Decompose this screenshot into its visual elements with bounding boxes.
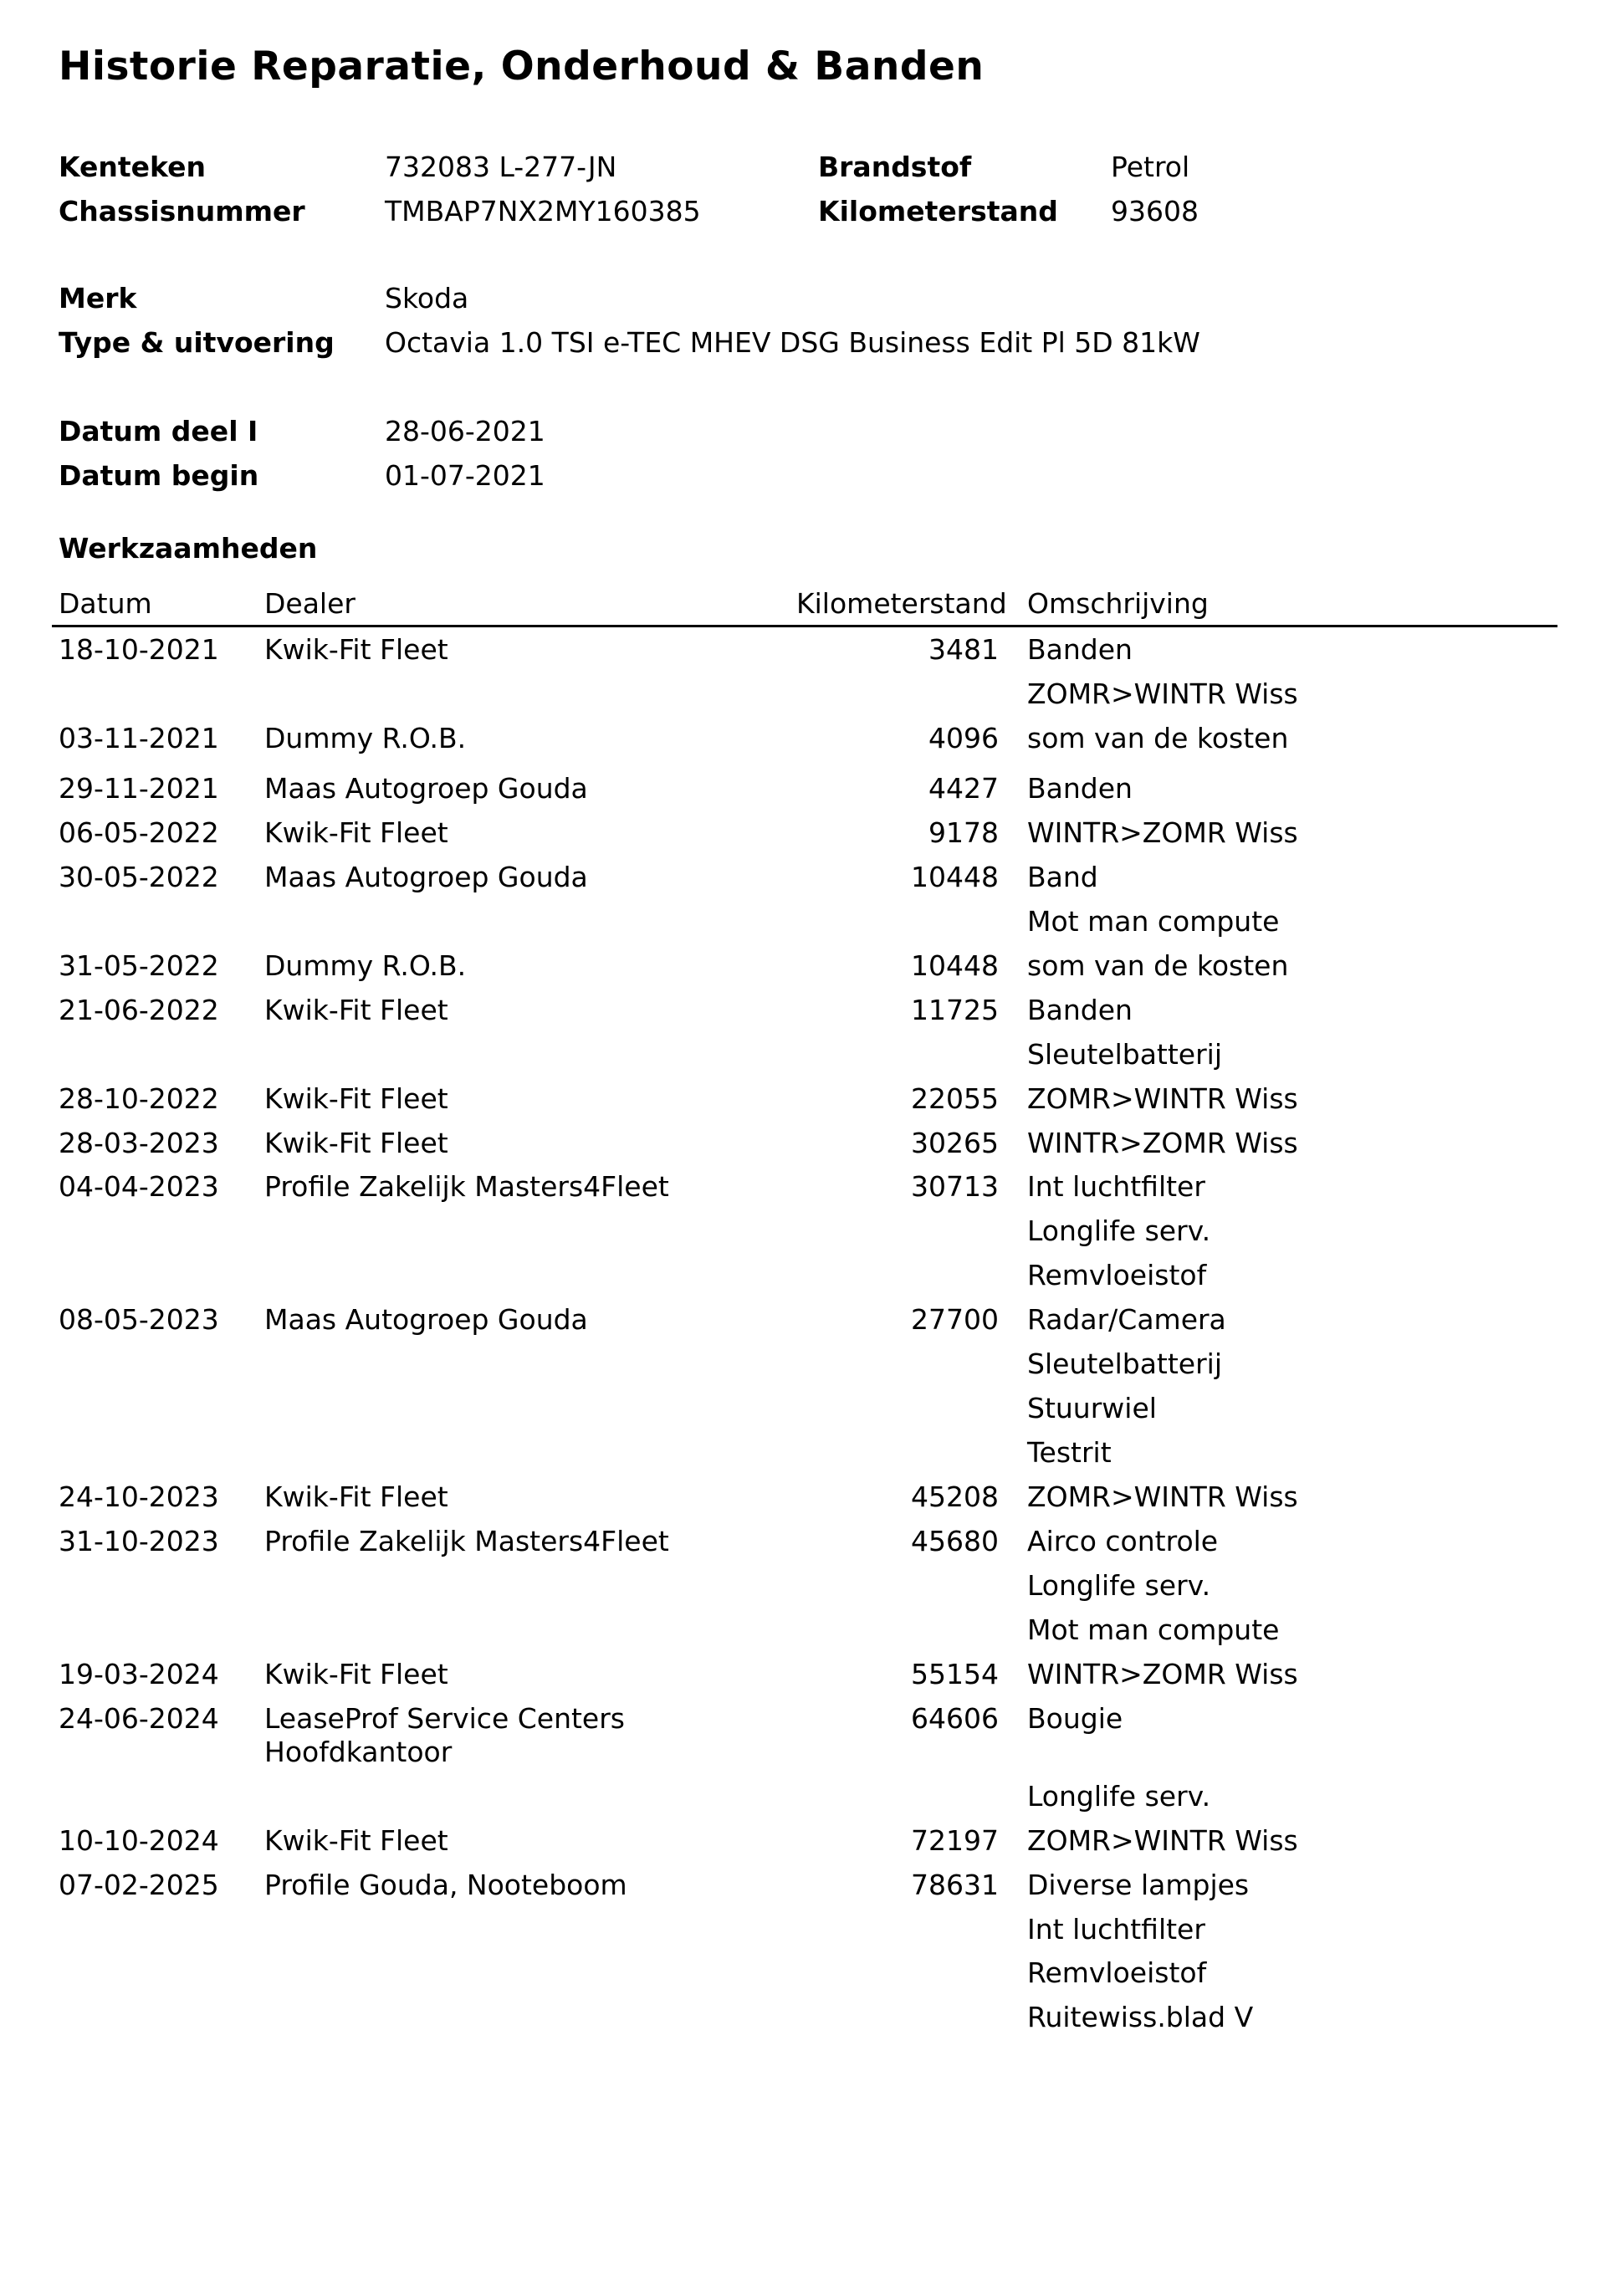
header-divider [52, 625, 1557, 627]
row-omschrijving: Int luchtfilter [1027, 1913, 1205, 1946]
column-header-omschrijving: Omschrijving [1027, 587, 1209, 620]
row-kilometerstand: 10448 [911, 949, 999, 982]
row-dealer: Dummy R.O.B. [264, 949, 467, 982]
row-omschrijving: Mot man compute [1027, 905, 1280, 938]
row-kilometerstand: 45680 [911, 1525, 999, 1557]
row-dealer: Maas Autogroep Gouda [264, 861, 588, 893]
row-datum: 21-06-2022 [59, 994, 219, 1026]
row-dealer: Kwik-Fit Fleet [264, 1658, 448, 1690]
row-omschrijving: Radar/Camera [1027, 1303, 1226, 1336]
row-datum: 04-04-2023 [59, 1170, 219, 1203]
row-kilometerstand: 9178 [928, 816, 999, 849]
row-kilometerstand: 3481 [928, 633, 999, 666]
row-kilometerstand: 4427 [928, 772, 999, 805]
kenteken-value: 732083 L-277-JN [385, 151, 617, 183]
row-datum: 24-06-2024 [59, 1702, 219, 1735]
row-dealer: Profile Gouda, Nooteboom [264, 1869, 627, 1901]
row-datum: 28-10-2022 [59, 1082, 219, 1115]
row-datum: 06-05-2022 [59, 816, 219, 849]
chassisnummer-label: Chassisnummer [59, 195, 305, 228]
row-omschrijving: WINTR>ZOMR Wiss [1027, 1127, 1298, 1159]
row-kilometerstand: 4096 [928, 722, 999, 754]
datum-begin-label: Datum begin [59, 459, 259, 492]
row-omschrijving: Testrit [1027, 1436, 1112, 1469]
row-omschrijving: som van de kosten [1027, 949, 1289, 982]
row-dealer: Kwik-Fit Fleet [264, 1480, 448, 1513]
type-label: Type & uitvoering [59, 326, 335, 359]
row-datum: 24-10-2023 [59, 1480, 219, 1513]
row-dealer: Kwik-Fit Fleet [264, 1824, 448, 1857]
row-omschrijving: Banden [1027, 633, 1133, 666]
row-omschrijving: Sleutelbatterij [1027, 1347, 1222, 1380]
row-kilometerstand: 64606 [911, 1702, 999, 1735]
row-datum: 28-03-2023 [59, 1127, 219, 1159]
row-datum: 08-05-2023 [59, 1303, 219, 1336]
row-datum: 31-05-2022 [59, 949, 219, 982]
row-omschrijving: ZOMR>WINTR Wiss [1027, 678, 1298, 710]
chassisnummer-value: TMBAP7NX2MY160385 [385, 195, 701, 228]
row-omschrijving: Airco controle [1027, 1525, 1219, 1557]
row-datum: 18-10-2021 [59, 633, 219, 666]
row-omschrijving: Ruitewiss.blad V [1027, 2001, 1254, 2033]
row-kilometerstand: 11725 [911, 994, 999, 1026]
row-omschrijving: Int luchtfilter [1027, 1170, 1205, 1203]
row-kilometerstand: 45208 [911, 1480, 999, 1513]
row-omschrijving: Band [1027, 861, 1098, 893]
row-omschrijving: Banden [1027, 772, 1133, 805]
row-omschrijving: WINTR>ZOMR Wiss [1027, 816, 1298, 849]
row-dealer: Kwik-Fit Fleet [264, 994, 448, 1026]
row-omschrijving: Banden [1027, 994, 1133, 1026]
row-kilometerstand: 72197 [911, 1824, 999, 1857]
brandstof-value: Petrol [1111, 151, 1190, 183]
column-header-dealer: Dealer [264, 587, 355, 620]
column-header-kilometerstand: Kilometerstand [796, 587, 1007, 620]
row-omschrijving: Remvloeistof [1027, 1956, 1207, 1989]
row-omschrijving: Longlife serv. [1027, 1214, 1211, 1247]
row-kilometerstand: 55154 [911, 1658, 999, 1690]
row-datum: 03-11-2021 [59, 722, 219, 754]
page-title: Historie Reparatie, Onderhoud & Banden [59, 43, 985, 89]
datum-deel-label: Datum deel I [59, 415, 258, 447]
type-value: Octavia 1.0 TSI e-TEC MHEV DSG Business Edit Pl 5D 81kW [385, 326, 1200, 359]
column-header-datum: Datum [59, 587, 152, 620]
row-kilometerstand: 10448 [911, 861, 999, 893]
row-dealer: Profile Zakelijk Masters4Fleet [264, 1525, 669, 1557]
row-omschrijving: Sleutelbatterij [1027, 1038, 1222, 1071]
row-omschrijving: Remvloeistof [1027, 1259, 1207, 1291]
kilometerstand-value: 93608 [1111, 195, 1199, 228]
row-kilometerstand: 78631 [911, 1869, 999, 1901]
row-datum: 19-03-2024 [59, 1658, 219, 1690]
merk-value: Skoda [385, 282, 469, 314]
row-omschrijving: Stuurwiel [1027, 1392, 1157, 1424]
row-omschrijving: som van de kosten [1027, 722, 1289, 754]
row-kilometerstand: 27700 [911, 1303, 999, 1336]
merk-label: Merk [59, 282, 137, 314]
row-kilometerstand: 30713 [911, 1170, 999, 1203]
row-kilometerstand: 22055 [911, 1082, 999, 1115]
row-dealer: Kwik-Fit Fleet [264, 633, 448, 666]
row-omschrijving: ZOMR>WINTR Wiss [1027, 1082, 1298, 1115]
row-datum: 07-02-2025 [59, 1869, 219, 1901]
kenteken-label: Kenteken [59, 151, 206, 183]
row-datum: 30-05-2022 [59, 861, 219, 893]
row-dealer: Maas Autogroep Gouda [264, 772, 588, 805]
row-omschrijving: Diverse lampjes [1027, 1869, 1250, 1901]
row-datum: 10-10-2024 [59, 1824, 219, 1857]
row-dealer: Maas Autogroep Gouda [264, 1303, 588, 1336]
row-omschrijving: Longlife serv. [1027, 1569, 1211, 1602]
row-dealer: Kwik-Fit Fleet [264, 1082, 448, 1115]
row-omschrijving: ZOMR>WINTR Wiss [1027, 1480, 1298, 1513]
row-datum: 29-11-2021 [59, 772, 219, 805]
row-omschrijving: Mot man compute [1027, 1613, 1280, 1646]
row-dealer: Kwik-Fit Fleet [264, 816, 448, 849]
row-omschrijving: Longlife serv. [1027, 1780, 1211, 1813]
row-omschrijving: WINTR>ZOMR Wiss [1027, 1658, 1298, 1690]
werkzaamheden-title: Werkzaamheden [59, 532, 318, 565]
row-dealer: Hoofdkantoor [264, 1736, 453, 1768]
row-omschrijving: Bougie [1027, 1702, 1123, 1735]
row-dealer: Dummy R.O.B. [264, 722, 467, 754]
kilometerstand-label: Kilometerstand [818, 195, 1058, 228]
brandstof-label: Brandstof [818, 151, 972, 183]
row-kilometerstand: 30265 [911, 1127, 999, 1159]
row-dealer: Kwik-Fit Fleet [264, 1127, 448, 1159]
datum-deel-value: 28-06-2021 [385, 415, 545, 447]
datum-begin-value: 01-07-2021 [385, 459, 545, 492]
row-dealer: Profile Zakelijk Masters4Fleet [264, 1170, 669, 1203]
row-omschrijving: ZOMR>WINTR Wiss [1027, 1824, 1298, 1857]
row-datum: 31-10-2023 [59, 1525, 219, 1557]
row-dealer: LeaseProf Service Centers [264, 1702, 625, 1735]
